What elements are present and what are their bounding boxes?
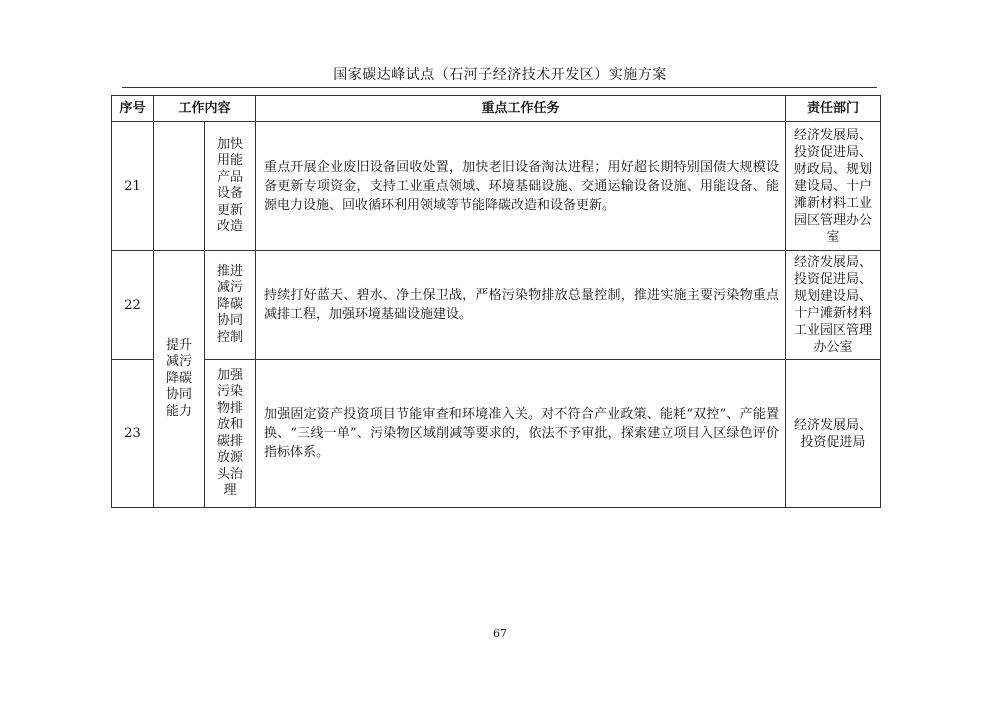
row-dept: 经济发展局、投资促进局、规划建设局、十户滩新材料工业园区管理办公室 [786,251,881,360]
group-label-text: 提升减污降碳协同能力 [165,337,192,419]
row-seq: 22 [112,251,154,360]
row-item-text: 加快用能产品设备更新改造 [216,136,243,234]
row-item-text: 推进减污降碳协同控制 [216,263,243,345]
page-number: 67 [493,627,507,640]
table-header-row [112,96,881,122]
row-group-blank [154,122,205,251]
header-dept: 责任部门 [786,96,881,122]
table-row [112,251,881,360]
header-seq: 序号 [112,96,154,122]
row-seq: 21 [112,122,154,251]
row-dept: 经济发展局、投资促进局、财政局、规划建设局、十户滩新材料工业园区管理办公室 [786,122,881,251]
group-label [154,251,205,508]
table-row [112,360,881,508]
row-item-text: 加强污染物排放和碳排放源头治理 [216,367,243,498]
header-content: 工作内容 [154,96,256,122]
table-row [112,122,881,251]
row-item [205,251,256,360]
row-item [205,360,256,508]
header-rule [122,87,877,88]
row-task: 加强固定资产投资项目节能审查和环境准入关。对不符合产业政策、能耗“双控”、产能置换、“三线一单”、污染物区域削减等要求的，依法不予审批，探索建立项目入区绿色评价指标体系。 [256,360,786,508]
implementation-table [111,95,881,508]
page-header-title: 国家碳达峰试点（石河子经济技术开发区）实施方案 [333,67,667,83]
header-task: 重点工作任务 [256,96,786,122]
row-task: 持续打好蓝天、碧水、净土保卫战，严格污染物排放总量控制，推进实施主要污染物重点减排工程，加强环境基础设施建设。 [256,251,786,360]
row-task: 重点开展企业废旧设备回收处置，加快老旧设备淘汰进程；用好超长期特别国债大规模设备更新专项资金，支持工业重点领域、环境基础设施、交通运输设备设施、用能设备、能源电力设施、回收循环利用领域等节能降碳改造和设备更新。 [256,122,786,251]
row-dept: 经济发展局、投资促进局 [786,360,881,508]
row-item [205,122,256,251]
row-seq: 23 [112,360,154,508]
